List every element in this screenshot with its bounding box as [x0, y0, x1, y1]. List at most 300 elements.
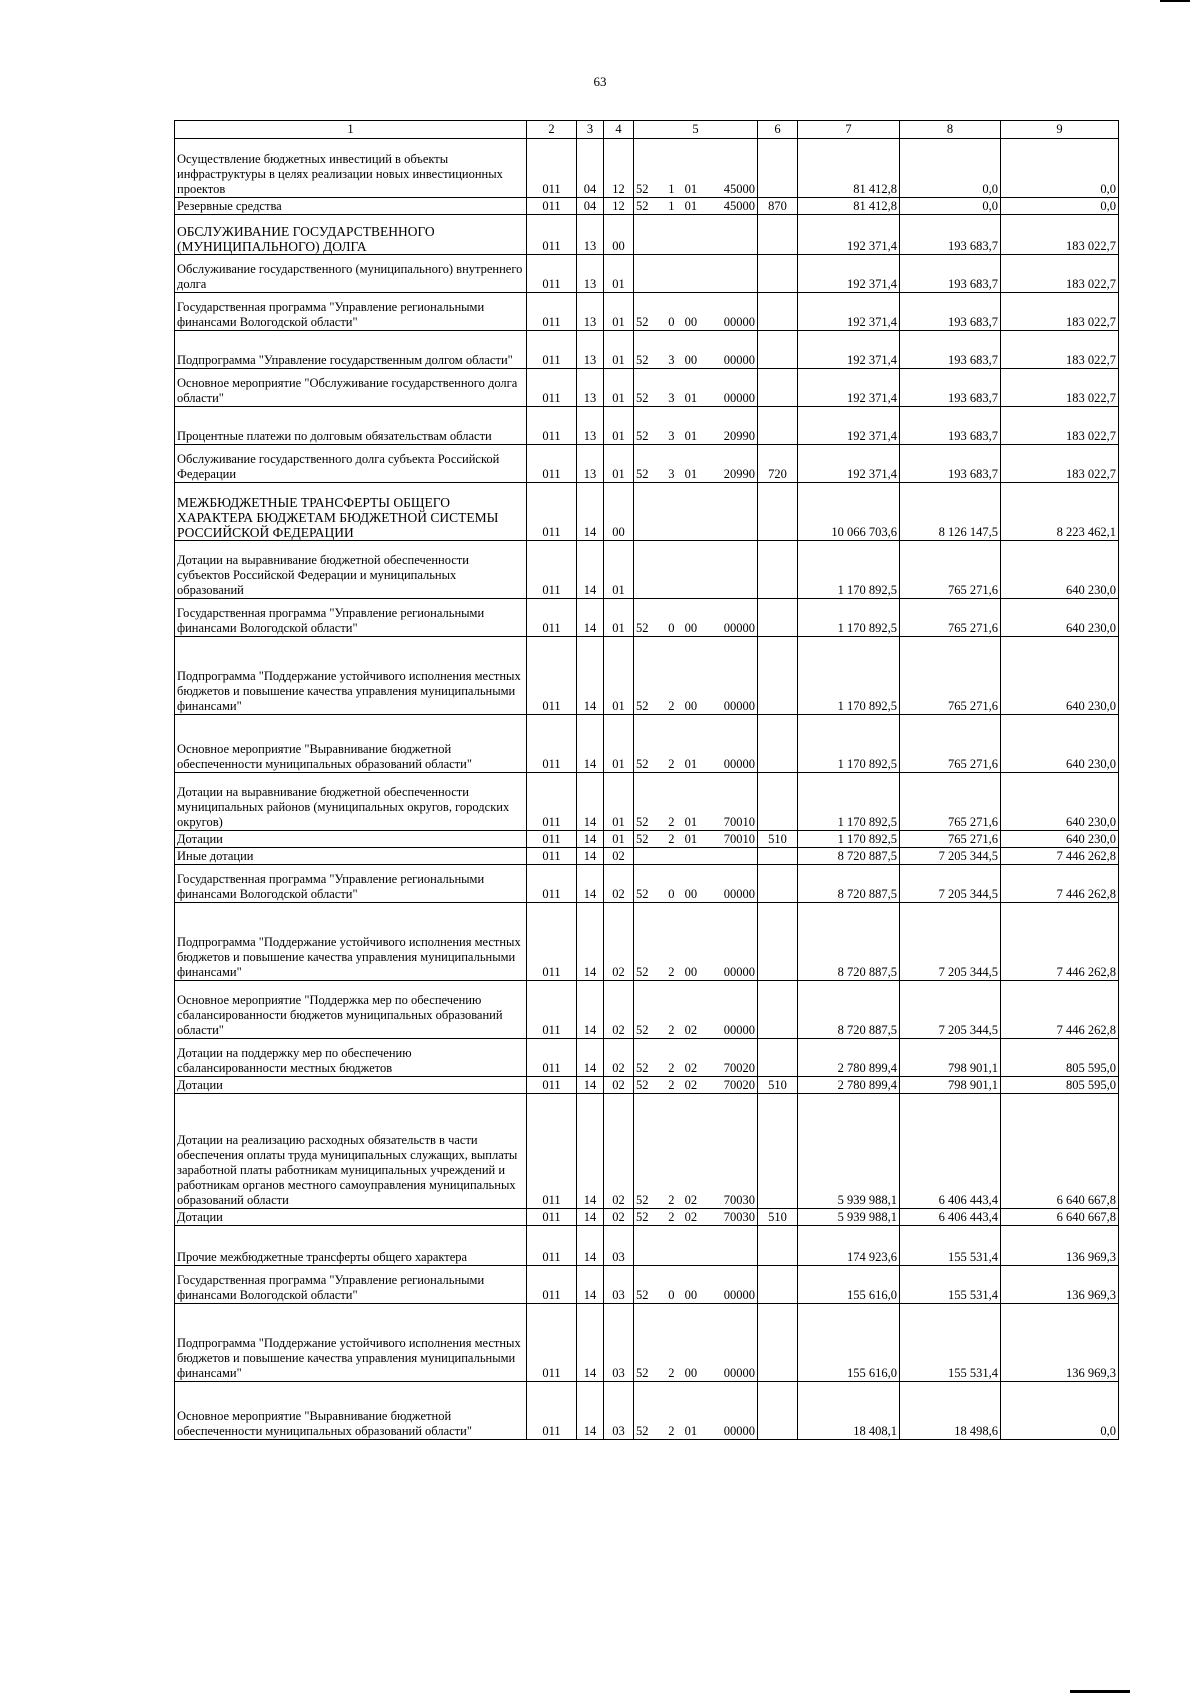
row-name: Подпрограмма "Поддержание устойчивого исполнения местных бюджетов и повышение качества управления муниципальными финансами" [175, 903, 527, 981]
cell-col3: 13 [577, 407, 604, 445]
target-article-code [636, 429, 755, 444]
cell-col3: 14 [577, 1266, 604, 1304]
cell-col9: 6 640 667,8 [1001, 1209, 1119, 1226]
column-number-header-row [175, 121, 1119, 139]
cell-col7: 81 412,8 [798, 139, 900, 198]
cell-col6 [758, 1226, 798, 1266]
code-part-2: 0 [668, 887, 675, 901]
cell-col3: 14 [577, 1039, 604, 1077]
code-part-1: 52 [636, 182, 649, 196]
cell-col8: 7 205 344,5 [900, 865, 1001, 903]
cell-col6 [758, 848, 798, 865]
table-row [175, 293, 1119, 331]
table-row [175, 139, 1119, 198]
row-name: МЕЖБЮДЖЕТНЫЕ ТРАНСФЕРТЫ ОБЩЕГО ХАРАКТЕРА БЮДЖЕТАМ БЮДЖЕТНОЙ СИСТЕМЫ РОССИЙСКОЙ ФЕДЕРАЦИИ [175, 483, 527, 541]
target-article-code [636, 832, 755, 847]
table-row [175, 1266, 1119, 1304]
code-part-3: 00 [684, 965, 698, 979]
cell-col9: 183 022,7 [1001, 255, 1119, 293]
target-article-code [636, 887, 755, 902]
cell-col2: 011 [527, 198, 577, 215]
cell-col2: 011 [527, 331, 577, 369]
cell-col5 [634, 1209, 758, 1226]
cell-col7: 8 720 887,5 [798, 865, 900, 903]
cell-col2: 011 [527, 848, 577, 865]
cell-col4: 03 [604, 1266, 634, 1304]
row-name: Процентные платежи по долговым обязательствам области [175, 407, 527, 445]
code-part-1: 52 [636, 1193, 649, 1207]
cell-col7: 2 780 899,4 [798, 1039, 900, 1077]
cell-col3: 13 [577, 369, 604, 407]
cell-col9: 136 969,3 [1001, 1226, 1119, 1266]
code-part-4: 00000 [723, 757, 755, 771]
table-row [175, 1094, 1119, 1209]
cell-col7: 192 371,4 [798, 407, 900, 445]
target-article-code [636, 315, 755, 330]
row-name: Иные дотации [175, 848, 527, 865]
table-row [175, 1304, 1119, 1382]
cell-col3: 14 [577, 831, 604, 848]
cell-col5 [634, 293, 758, 331]
cell-col9: 7 446 262,8 [1001, 848, 1119, 865]
code-part-1: 52 [636, 391, 649, 405]
code-part-3: 00 [684, 1366, 698, 1380]
table-row [175, 445, 1119, 483]
code-part-3: 01 [684, 815, 698, 829]
table-row [175, 637, 1119, 715]
cell-col6 [758, 637, 798, 715]
code-part-2: 2 [668, 832, 675, 846]
code-part-1: 52 [636, 353, 649, 367]
target-article-code [636, 757, 755, 772]
code-part-1: 52 [636, 699, 649, 713]
target-article-code [636, 815, 755, 830]
code-part-2: 2 [668, 1193, 675, 1207]
cell-col4: 02 [604, 848, 634, 865]
code-part-2: 2 [668, 1061, 675, 1075]
cell-col9: 640 230,0 [1001, 715, 1119, 773]
row-name: Подпрограмма "Управление государственным долгом области" [175, 331, 527, 369]
cell-col2: 011 [527, 139, 577, 198]
table-row [175, 831, 1119, 848]
table-row [175, 1077, 1119, 1094]
cell-col3: 13 [577, 293, 604, 331]
row-name: Резервные средства [175, 198, 527, 215]
col-header-7: 7 [798, 121, 900, 139]
cell-col2: 011 [527, 903, 577, 981]
table-row [175, 369, 1119, 407]
cell-col5 [634, 981, 758, 1039]
row-name: Обслуживание государственного долга субъекта Российской Федерации [175, 445, 527, 483]
code-part-2: 1 [668, 199, 675, 213]
code-part-1: 52 [636, 1023, 649, 1037]
cell-col3: 14 [577, 848, 604, 865]
code-part-2: 1 [668, 182, 675, 196]
code-part-3: 00 [684, 621, 698, 635]
cell-col9: 805 595,0 [1001, 1039, 1119, 1077]
col-header-2: 2 [527, 121, 577, 139]
page-number: 63 [593, 74, 607, 89]
cell-col2: 011 [527, 981, 577, 1039]
cell-col6 [758, 541, 798, 599]
code-part-2: 3 [668, 467, 675, 481]
code-part-2: 2 [668, 815, 675, 829]
cell-col9: 0,0 [1001, 139, 1119, 198]
code-part-3: 00 [684, 1288, 698, 1302]
table-row [175, 483, 1119, 541]
cell-col2: 011 [527, 1077, 577, 1094]
code-part-4: 00000 [723, 1424, 755, 1438]
cell-col2: 011 [527, 407, 577, 445]
cell-col2: 011 [527, 715, 577, 773]
target-article-code [636, 1078, 755, 1093]
cell-col5 [634, 1077, 758, 1094]
cell-col8: 7 205 344,5 [900, 981, 1001, 1039]
cell-col8: 8 126 147,5 [900, 483, 1001, 541]
code-part-2: 2 [668, 699, 675, 713]
code-part-2: 2 [668, 1424, 675, 1438]
cell-col9: 640 230,0 [1001, 599, 1119, 637]
cell-col8: 765 271,6 [900, 831, 1001, 848]
row-name: Прочие межбюджетные трансферты общего характера [175, 1226, 527, 1266]
cell-col9: 640 230,0 [1001, 541, 1119, 599]
cell-col7: 192 371,4 [798, 215, 900, 255]
code-part-3: 01 [684, 1424, 698, 1438]
cell-col6: 510 [758, 831, 798, 848]
cell-col7: 5 939 988,1 [798, 1094, 900, 1209]
cell-col4: 01 [604, 637, 634, 715]
cell-col3: 14 [577, 773, 604, 831]
code-part-3: 01 [684, 182, 698, 196]
code-part-4: 70030 [723, 1210, 755, 1224]
code-part-4: 00000 [723, 887, 755, 901]
code-part-4: 00000 [723, 391, 755, 405]
cell-col7: 1 170 892,5 [798, 541, 900, 599]
cell-col4: 12 [604, 198, 634, 215]
cell-col5 [634, 331, 758, 369]
cell-col5 [634, 541, 758, 599]
cell-col8: 0,0 [900, 139, 1001, 198]
cell-col6 [758, 483, 798, 541]
cell-col7: 1 170 892,5 [798, 599, 900, 637]
row-name: Государственная программа "Управление региональными финансами Вологодской области" [175, 599, 527, 637]
code-part-1: 52 [636, 315, 649, 329]
table-row [175, 541, 1119, 599]
code-part-4: 70020 [723, 1078, 755, 1092]
code-part-3: 00 [684, 887, 698, 901]
cell-col7: 8 720 887,5 [798, 903, 900, 981]
code-part-3: 01 [684, 429, 698, 443]
cell-col2: 011 [527, 1209, 577, 1226]
cell-col2: 011 [527, 1382, 577, 1440]
cell-col8: 798 901,1 [900, 1077, 1001, 1094]
table-row [175, 773, 1119, 831]
cell-col6 [758, 369, 798, 407]
cell-col3: 13 [577, 445, 604, 483]
cell-col2: 011 [527, 773, 577, 831]
target-article-code [636, 467, 755, 482]
code-part-4: 00000 [723, 315, 755, 329]
cell-col2: 011 [527, 1094, 577, 1209]
cell-col7: 192 371,4 [798, 445, 900, 483]
cell-col2: 011 [527, 1304, 577, 1382]
cell-col6 [758, 407, 798, 445]
cell-col3: 14 [577, 1304, 604, 1382]
cell-col2: 011 [527, 1226, 577, 1266]
cell-col2: 011 [527, 1039, 577, 1077]
code-part-1: 52 [636, 1424, 649, 1438]
cell-col6: 870 [758, 198, 798, 215]
cell-col5 [634, 369, 758, 407]
target-article-code [636, 199, 755, 214]
code-part-2: 0 [668, 621, 675, 635]
table-row [175, 865, 1119, 903]
code-part-1: 52 [636, 1210, 649, 1224]
table-row [175, 1039, 1119, 1077]
cell-col6 [758, 139, 798, 198]
row-name: Основное мероприятие "Поддержка мер по обеспечению сбалансированности бюджетов муниципальных образований области" [175, 981, 527, 1039]
row-name: ОБСЛУЖИВАНИЕ ГОСУДАРСТВЕННОГО (МУНИЦИПАЛЬНОГО) ДОЛГА [175, 215, 527, 255]
cell-col6: 510 [758, 1077, 798, 1094]
cell-col7: 10 066 703,6 [798, 483, 900, 541]
target-article-code [636, 699, 755, 714]
code-part-2: 3 [668, 353, 675, 367]
cell-col6 [758, 773, 798, 831]
cell-col9: 7 446 262,8 [1001, 981, 1119, 1039]
cell-col2: 011 [527, 255, 577, 293]
code-part-1: 52 [636, 429, 649, 443]
code-part-4: 70030 [723, 1193, 755, 1207]
code-part-1: 52 [636, 815, 649, 829]
cell-col8: 765 271,6 [900, 637, 1001, 715]
cell-col8: 155 531,4 [900, 1226, 1001, 1266]
cell-col4: 03 [604, 1382, 634, 1440]
cell-col7: 8 720 887,5 [798, 848, 900, 865]
cell-col2: 011 [527, 599, 577, 637]
row-name: Государственная программа "Управление региональными финансами Вологодской области" [175, 293, 527, 331]
row-name: Подпрограмма "Поддержание устойчивого исполнения местных бюджетов и повышение качества управления муниципальными финансами" [175, 1304, 527, 1382]
cell-col4: 02 [604, 903, 634, 981]
code-part-3: 01 [684, 467, 698, 481]
code-part-4: 70010 [723, 815, 755, 829]
table-row [175, 903, 1119, 981]
cell-col6 [758, 715, 798, 773]
cell-col5 [634, 848, 758, 865]
code-part-4: 45000 [723, 182, 755, 196]
row-name: Основное мероприятие "Выравнивание бюджетной обеспеченности муниципальных образований области" [175, 715, 527, 773]
row-name: Подпрограмма "Поддержание устойчивого исполнения местных бюджетов и повышение качества управления муниципальными финансами" [175, 637, 527, 715]
cell-col4: 02 [604, 1094, 634, 1209]
cell-col9: 183 022,7 [1001, 331, 1119, 369]
code-part-1: 52 [636, 965, 649, 979]
cell-col4: 01 [604, 331, 634, 369]
cell-col9: 183 022,7 [1001, 445, 1119, 483]
cell-col9: 805 595,0 [1001, 1077, 1119, 1094]
row-name: Обслуживание государственного (муниципального) внутреннего долга [175, 255, 527, 293]
cell-col7: 2 780 899,4 [798, 1077, 900, 1094]
cell-col4: 02 [604, 1039, 634, 1077]
code-part-1: 52 [636, 1078, 649, 1092]
code-part-3: 00 [684, 353, 698, 367]
cell-col6: 510 [758, 1209, 798, 1226]
cell-col5 [634, 773, 758, 831]
cell-col8: 0,0 [900, 198, 1001, 215]
cell-col6 [758, 1094, 798, 1209]
cell-col7: 8 720 887,5 [798, 981, 900, 1039]
code-part-4: 20990 [723, 429, 755, 443]
code-part-3: 02 [684, 1193, 698, 1207]
cell-col9: 136 969,3 [1001, 1266, 1119, 1304]
cell-col7: 174 923,6 [798, 1226, 900, 1266]
code-part-2: 3 [668, 391, 675, 405]
cell-col6: 720 [758, 445, 798, 483]
cell-col7: 1 170 892,5 [798, 831, 900, 848]
cell-col8: 7 205 344,5 [900, 903, 1001, 981]
cell-col5 [634, 407, 758, 445]
cell-col9: 183 022,7 [1001, 407, 1119, 445]
cell-col5 [634, 255, 758, 293]
target-article-code [636, 182, 755, 197]
cell-col6 [758, 1266, 798, 1304]
code-part-4: 00000 [723, 699, 755, 713]
table-row [175, 848, 1119, 865]
row-name: Государственная программа "Управление региональными финансами Вологодской области" [175, 1266, 527, 1304]
target-article-code [636, 1210, 755, 1225]
cell-col5 [634, 445, 758, 483]
cell-col7: 192 371,4 [798, 255, 900, 293]
code-part-4: 20990 [723, 467, 755, 481]
cell-col8: 765 271,6 [900, 773, 1001, 831]
target-article-code [636, 391, 755, 406]
code-part-1: 52 [636, 1288, 649, 1302]
cell-col7: 1 170 892,5 [798, 637, 900, 715]
cell-col3: 14 [577, 541, 604, 599]
code-part-4: 00000 [723, 1023, 755, 1037]
cell-col8: 7 205 344,5 [900, 848, 1001, 865]
code-part-4: 70010 [723, 832, 755, 846]
cell-col5 [634, 865, 758, 903]
cell-col9: 6 640 667,8 [1001, 1094, 1119, 1209]
code-part-3: 02 [684, 1061, 698, 1075]
cell-col3: 14 [577, 1382, 604, 1440]
cell-col4: 03 [604, 1304, 634, 1382]
cell-col5 [634, 1039, 758, 1077]
code-part-2: 3 [668, 429, 675, 443]
cell-col8: 193 683,7 [900, 293, 1001, 331]
row-name: Основное мероприятие "Обслуживание государственного долга области" [175, 369, 527, 407]
col-header-1: 1 [175, 121, 527, 139]
code-part-2: 2 [668, 757, 675, 771]
table-row [175, 1382, 1119, 1440]
cell-col4: 01 [604, 715, 634, 773]
target-article-code [636, 965, 755, 980]
cell-col2: 011 [527, 293, 577, 331]
cell-col8: 193 683,7 [900, 407, 1001, 445]
code-part-4: 00000 [723, 1288, 755, 1302]
code-part-3: 01 [684, 199, 698, 213]
cell-col4: 01 [604, 541, 634, 599]
cell-col4: 01 [604, 773, 634, 831]
code-part-2: 2 [668, 1078, 675, 1092]
cell-col8: 765 271,6 [900, 599, 1001, 637]
cell-col8: 6 406 443,4 [900, 1209, 1001, 1226]
target-article-code [636, 1366, 755, 1381]
cell-col5 [634, 903, 758, 981]
row-name: Дотации на выравнивание бюджетной обеспеченности муниципальных районов (муниципальных округов, городских округов) [175, 773, 527, 831]
cell-col5 [634, 831, 758, 848]
row-name: Основное мероприятие "Выравнивание бюджетной обеспеченности муниципальных образований области" [175, 1382, 527, 1440]
cell-col3: 14 [577, 865, 604, 903]
cell-col3: 14 [577, 1077, 604, 1094]
cell-col3: 14 [577, 1094, 604, 1209]
cell-col5 [634, 637, 758, 715]
table-row [175, 407, 1119, 445]
code-part-4: 00000 [723, 1366, 755, 1380]
cell-col4: 01 [604, 293, 634, 331]
cell-col7: 192 371,4 [798, 293, 900, 331]
target-article-code [636, 621, 755, 636]
row-name: Дотации [175, 1077, 527, 1094]
code-part-1: 52 [636, 1061, 649, 1075]
cell-col3: 04 [577, 139, 604, 198]
cell-col4: 00 [604, 483, 634, 541]
cell-col2: 011 [527, 865, 577, 903]
cell-col5 [634, 198, 758, 215]
cell-col8: 193 683,7 [900, 331, 1001, 369]
code-part-3: 01 [684, 757, 698, 771]
cell-col9: 640 230,0 [1001, 831, 1119, 848]
code-part-1: 52 [636, 887, 649, 901]
cell-col9: 183 022,7 [1001, 369, 1119, 407]
cell-col6 [758, 1304, 798, 1382]
code-part-2: 0 [668, 1288, 675, 1302]
cell-col3: 14 [577, 715, 604, 773]
cell-col5 [634, 1266, 758, 1304]
cell-col9: 7 446 262,8 [1001, 865, 1119, 903]
cell-col7: 81 412,8 [798, 198, 900, 215]
cell-col4: 01 [604, 445, 634, 483]
cell-col5 [634, 215, 758, 255]
cell-col4: 02 [604, 981, 634, 1039]
cell-col2: 011 [527, 215, 577, 255]
cell-col3: 13 [577, 255, 604, 293]
cell-col9: 8 223 462,1 [1001, 483, 1119, 541]
col-header-8: 8 [900, 121, 1001, 139]
row-name: Дотации на реализацию расходных обязательств в части обеспечения оплаты труда муниципальных служащих, выплаты заработной платы работникам муниципальных учреждений и работникам органов местного самоуправления муниципальных образований области [175, 1094, 527, 1209]
cell-col8: 798 901,1 [900, 1039, 1001, 1077]
cell-col3: 13 [577, 215, 604, 255]
table-row [175, 198, 1119, 215]
cell-col6 [758, 981, 798, 1039]
cell-col2: 011 [527, 831, 577, 848]
budget-table [174, 120, 1119, 1440]
target-article-code [636, 1193, 755, 1208]
cell-col4: 01 [604, 831, 634, 848]
table-row [175, 255, 1119, 293]
code-part-1: 52 [636, 1366, 649, 1380]
cell-col5 [634, 483, 758, 541]
cell-col7: 1 170 892,5 [798, 715, 900, 773]
cell-col4: 12 [604, 139, 634, 198]
code-part-3: 00 [684, 315, 698, 329]
cell-col7: 192 371,4 [798, 369, 900, 407]
target-article-code [636, 1424, 755, 1439]
cell-col8: 193 683,7 [900, 255, 1001, 293]
cell-col9: 0,0 [1001, 198, 1119, 215]
col-header-6: 6 [758, 121, 798, 139]
cell-col5 [634, 599, 758, 637]
code-part-2: 2 [668, 1023, 675, 1037]
